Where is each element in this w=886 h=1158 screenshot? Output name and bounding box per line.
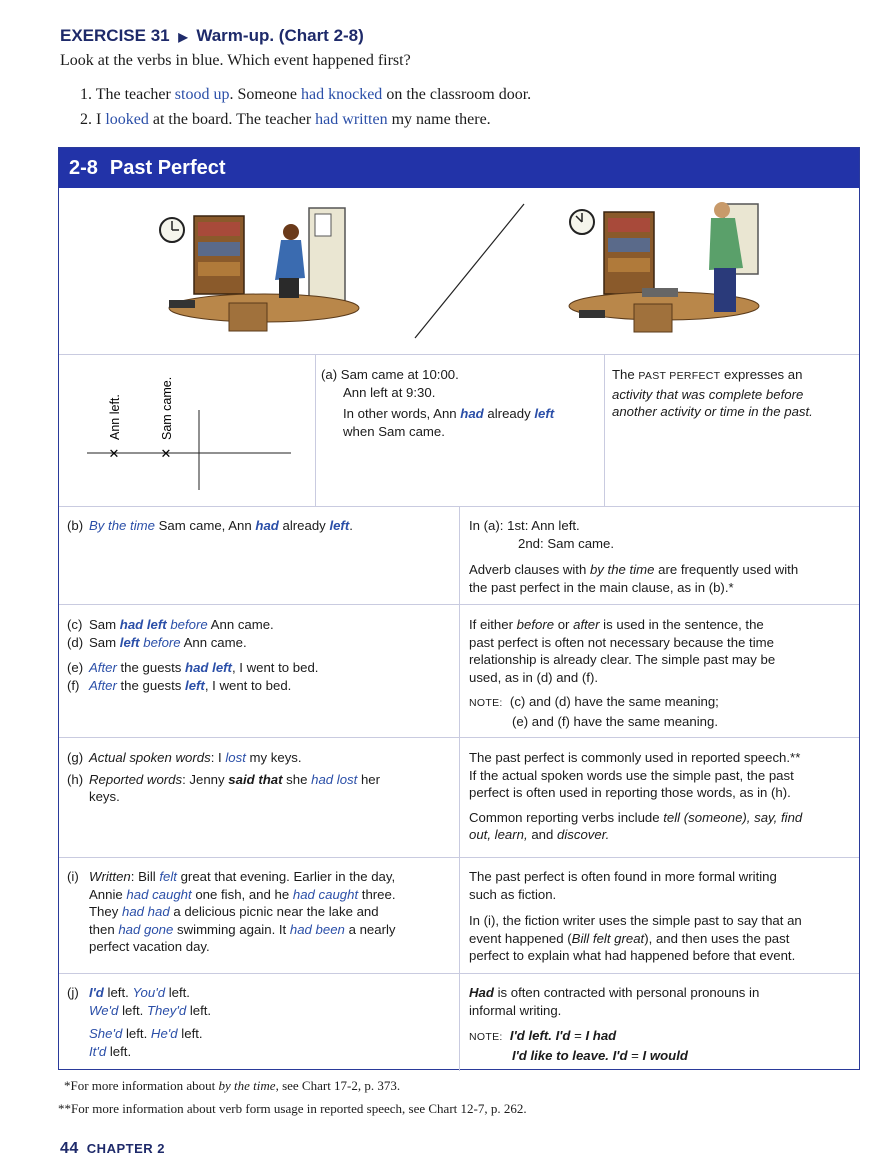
blue-verb: looked <box>105 111 149 128</box>
text: is used in the sentence, the <box>599 617 764 632</box>
text: left. <box>106 1043 132 1059</box>
books <box>198 222 240 236</box>
example-label: (b) <box>67 518 84 533</box>
note-text <box>469 693 857 713</box>
text: the guests <box>116 677 186 693</box>
text: = <box>570 1028 586 1043</box>
italic-text: Bill felt great <box>571 930 645 946</box>
text: In other words, Ann <box>343 406 461 421</box>
text: or <box>554 617 574 632</box>
chair <box>634 304 672 332</box>
classroom-illustration <box>59 188 859 354</box>
bold-text: I had <box>585 1028 617 1043</box>
note-i <box>469 868 857 965</box>
note-text <box>469 809 857 827</box>
person-head <box>714 202 730 218</box>
italic-text: after <box>573 617 600 632</box>
blue-verb: had been <box>289 921 345 937</box>
example-text: when Sam came. <box>343 423 445 439</box>
text: The <box>612 367 639 382</box>
blue-verb: had caught <box>126 886 192 902</box>
note-text: relationship is already clear. The simple past may be <box>469 652 776 667</box>
note-c-f <box>469 616 857 730</box>
text: Sam <box>89 634 120 650</box>
examples-c-f <box>67 616 455 694</box>
example-j <box>67 984 455 1060</box>
note-label: NOTE: <box>469 1031 503 1043</box>
blue-contraction: They'd <box>147 1002 187 1018</box>
note-g-h <box>469 749 857 844</box>
text: already <box>483 406 535 421</box>
example-text <box>321 405 599 423</box>
note-text: the past perfect in the main clause, as in (b).* <box>469 579 734 595</box>
question-2 <box>80 111 491 129</box>
text: left. <box>165 985 190 1000</box>
example-text: (a) Sam came at 10:00. <box>321 367 459 382</box>
note-j <box>469 984 857 1064</box>
question-text: . Someone <box>229 86 301 103</box>
blue-verb: left <box>185 677 205 693</box>
text: : Bill <box>130 869 160 884</box>
page-number: 44 <box>60 1140 79 1157</box>
text: *For more information about <box>64 1078 219 1093</box>
blue-phrase: After <box>89 660 117 675</box>
books <box>198 262 240 276</box>
text: one fish, and he <box>191 886 293 902</box>
example-label: (g) <box>67 750 84 765</box>
right-scene-image <box>569 202 759 332</box>
example-text <box>67 886 455 904</box>
note-text: In (i), the fiction writer uses the simple past to say that an <box>469 913 802 928</box>
person-head <box>283 224 299 240</box>
text: left. <box>103 985 133 1000</box>
chart-number: 2-8 <box>69 156 98 179</box>
italic-text: by the time <box>218 1078 276 1093</box>
question-text: I <box>96 111 106 128</box>
text: left. <box>177 1026 203 1041</box>
timeline-diagram <box>59 354 315 506</box>
blue-verb: had caught <box>292 886 359 902</box>
example-text: perfect vacation day. <box>89 939 210 954</box>
text: Sam <box>89 617 120 632</box>
small-caps: PAST PERFECT <box>638 370 721 382</box>
text: a nearly <box>344 921 396 937</box>
text: Common reporting verbs include <box>469 809 664 825</box>
note-text: another activity or time in the past. <box>612 404 813 419</box>
person-legs <box>714 268 736 312</box>
text: the guests <box>116 660 186 675</box>
text: left. <box>186 1002 212 1018</box>
example-b <box>67 517 455 535</box>
left-scene-image <box>160 208 359 331</box>
note-text: such as fiction. <box>469 886 557 902</box>
example-label: (h) <box>67 771 84 787</box>
example-a <box>321 366 599 440</box>
books <box>608 258 650 272</box>
bold-text: I'd like to leave. <box>512 1047 609 1063</box>
text: Ann came. <box>207 617 274 632</box>
person-body <box>275 240 305 280</box>
text: she <box>282 771 312 787</box>
text: (c) and (d) have the same meaning; <box>509 694 719 709</box>
books <box>198 242 240 256</box>
note-text: used, as in (d) and (f). <box>469 669 599 685</box>
example-text <box>67 517 455 535</box>
blue-verb: had knocked <box>301 86 383 103</box>
question-number: 1. <box>80 86 92 103</box>
example-label: (j) <box>67 985 79 1000</box>
example-text <box>67 921 455 939</box>
bold-text: Had <box>469 985 494 1000</box>
text: ), and then uses the past <box>644 930 790 946</box>
bold-text: I'd <box>612 1047 628 1063</box>
blue-verb: had <box>460 406 484 421</box>
blue-verb: had <box>255 518 279 533</box>
text: Sam came, Ann <box>154 518 256 533</box>
book-on-table <box>642 288 678 297</box>
example-text <box>67 868 455 886</box>
blue-verb: had had <box>121 904 170 919</box>
note-text <box>469 826 857 844</box>
example-text: keys. <box>89 789 120 804</box>
blue-contraction: He'd <box>150 1026 178 1041</box>
italic-text: Written <box>89 869 131 884</box>
italic-text: out, learn, <box>469 827 528 842</box>
blue-verb: felt <box>159 869 177 884</box>
italic-text: by the time <box>589 562 655 577</box>
books <box>608 238 650 252</box>
books <box>608 218 650 232</box>
text: great that evening. Earlier in the day, <box>176 869 396 884</box>
text: , see Chart 17-2, p. 373. <box>275 1078 401 1093</box>
note-label: NOTE: <box>469 697 503 709</box>
note-text: activity that was complete before <box>612 386 804 402</box>
text: Adverb clauses with <box>469 562 590 577</box>
text: Ann came. <box>180 634 247 650</box>
timeline-x-mark: ✕ <box>108 447 120 462</box>
exercise-subtitle: Warm-up. (Chart 2-8) <box>196 26 364 45</box>
text: left. <box>122 1026 151 1041</box>
text: three. <box>358 886 396 902</box>
note-text: informal writing. <box>469 1002 562 1018</box>
blue-verb: had left <box>119 617 167 632</box>
column-divider <box>459 506 460 1071</box>
text: my keys. <box>245 750 302 765</box>
text: If either <box>469 617 517 632</box>
note-text <box>469 616 857 634</box>
example-text <box>67 1025 455 1043</box>
italic-text: Reported words <box>89 771 183 787</box>
bold-text: I'd <box>555 1028 571 1043</box>
text: are frequently used with <box>654 562 799 577</box>
note-text: (e) and (f) have the same meaning. <box>512 713 718 729</box>
text: her <box>357 771 381 787</box>
note-text: The past perfect is commonly used in reported speech.** <box>469 750 801 765</box>
question-text: at the board. The teacher <box>148 111 316 128</box>
question-text: my name there. <box>387 111 491 128</box>
blue-phrase: By the time <box>89 518 155 533</box>
example-text <box>67 1043 455 1061</box>
italic-text: before <box>516 617 555 632</box>
bold-text: I would <box>642 1047 688 1063</box>
blue-contraction: It'd <box>89 1043 107 1059</box>
person-legs <box>279 278 299 298</box>
exercise-instruction: Look at the verbs in blue. Which event happened first? <box>60 52 411 69</box>
blue-verb: stood up <box>174 86 230 103</box>
blue-verb: lost <box>225 750 246 765</box>
question-number: 2. <box>80 111 92 128</box>
example-text <box>67 984 455 1002</box>
examples-g-h <box>67 749 455 806</box>
text: = <box>627 1047 643 1063</box>
note-b <box>469 517 857 596</box>
door-window <box>315 214 331 236</box>
example-f <box>67 677 455 695</box>
page-footer <box>60 1140 165 1158</box>
note-text: perfect to explain what had happened before that event. <box>469 948 796 963</box>
note-text <box>612 366 857 386</box>
example-d <box>67 634 455 652</box>
question-text: on the classroom door. <box>382 86 532 103</box>
italic-text: discover. <box>557 827 610 842</box>
example-h <box>67 771 455 789</box>
note-a <box>612 366 857 421</box>
text: , I went to bed. <box>204 677 292 693</box>
blue-verb: had gone <box>118 921 174 937</box>
column-divider <box>604 354 605 506</box>
note-text: 2nd: Sam came. <box>518 535 615 551</box>
example-i <box>67 868 455 956</box>
note-text: If the actual spoken words use the simple past, the past <box>469 767 794 783</box>
text: . <box>349 518 353 533</box>
timeline-label-ann: Ann left. <box>108 394 122 440</box>
example-e <box>67 659 455 677</box>
blue-verb: had lost <box>311 771 358 787</box>
text: Annie <box>89 886 127 902</box>
text: a delicious picnic near the lake and <box>169 904 379 919</box>
example-g <box>67 749 455 767</box>
italic-text: tell (someone), say, find <box>663 809 803 825</box>
example-c <box>67 616 455 634</box>
footnote-1 <box>64 1078 400 1094</box>
blue-phrase: before <box>170 617 208 632</box>
timeline-x-mark: ✕ <box>160 447 172 462</box>
text: and <box>527 827 557 842</box>
text: : I <box>210 750 226 765</box>
bold-text: said that <box>228 771 283 787</box>
example-label: (d) <box>67 634 84 650</box>
divider-slash <box>415 204 524 338</box>
column-divider <box>315 354 316 506</box>
book-on-table <box>579 310 605 318</box>
blue-contraction: We'd <box>89 1002 119 1018</box>
blue-phrase: before <box>143 634 181 650</box>
text: : Jenny <box>182 771 229 787</box>
example-text <box>67 903 455 921</box>
chair <box>229 303 267 331</box>
blue-verb: had written <box>315 111 388 128</box>
blue-contraction: She'd <box>89 1026 123 1041</box>
triangle-icon: ▶ <box>178 30 188 44</box>
note-text: past perfect is often not necessary because the time <box>469 634 774 650</box>
blue-contraction: You'd <box>132 985 166 1000</box>
note-text <box>469 984 857 1002</box>
chapter-label: CHAPTER 2 <box>86 1141 165 1156</box>
example-label: (e) <box>67 660 84 675</box>
blue-contraction: I'd <box>89 985 104 1000</box>
example-label: (c) <box>67 617 83 632</box>
text: They <box>89 904 122 919</box>
text: event happened ( <box>469 930 572 946</box>
text: is often contracted with personal pronouns in <box>493 985 760 1000</box>
timeline-label-sam: Sam came. <box>160 376 174 440</box>
note-text <box>469 561 857 579</box>
italic-text: Actual spoken words <box>89 750 211 765</box>
blue-verb: left <box>329 518 350 533</box>
note-text <box>469 930 857 948</box>
blue-verb: left <box>534 406 555 421</box>
blue-verb: had left <box>185 660 232 675</box>
text: then <box>89 921 119 937</box>
book-on-table <box>169 300 195 308</box>
grammar-chart <box>58 147 860 1070</box>
example-text: Ann left at 9:30. <box>343 384 436 400</box>
example-label: (f) <box>67 677 80 693</box>
note-text: perfect is often used in reporting those words, as in (h). <box>469 785 791 800</box>
chart-header <box>59 148 859 188</box>
text: left. <box>118 1002 147 1018</box>
text: swimming again. It <box>173 921 290 937</box>
note-text <box>469 1027 857 1047</box>
exercise-title: EXERCISE 31 <box>60 26 170 45</box>
exercise-heading <box>60 26 364 46</box>
example-text <box>67 1002 455 1020</box>
blue-verb: left <box>119 634 140 650</box>
text: expresses an <box>720 367 803 382</box>
note-text: In (a): 1st: Ann left. <box>469 518 580 533</box>
bold-text: I'd left. <box>509 1028 552 1043</box>
note-text <box>469 1047 857 1065</box>
blue-phrase: After <box>89 677 117 693</box>
note-text: The past perfect is often found in more formal writing <box>469 869 777 884</box>
text: already <box>278 518 330 533</box>
text: , I went to bed. <box>231 660 319 675</box>
footnote-2: **For more information about verb form usage in reported speech, see Chart 12-7, p. 262. <box>58 1101 527 1116</box>
chart-title: Past Perfect <box>109 156 226 179</box>
example-label: (i) <box>67 869 79 884</box>
question-text: The teacher <box>95 86 175 103</box>
question-1 <box>80 86 531 104</box>
